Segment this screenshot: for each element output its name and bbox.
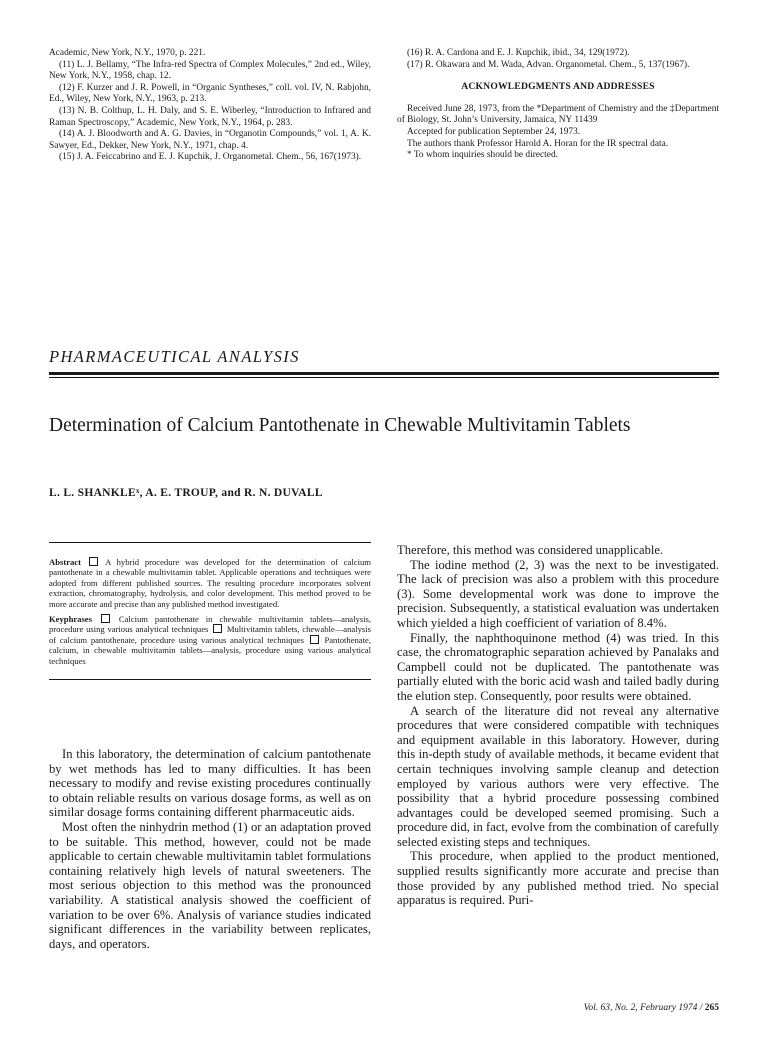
keyphrase-item: Calcium pantothenate in chewable multivitamin tablets—analysis, procedure using various analytical techniques xyxy=(49,614,372,635)
body-paragraph: A search of the literature did not reveal any alternative procedures that were considered compatible with techniques and equipment available in this laboratory. However, during this in-depth study of available methods, it became evident that certain techniques involving sample cleanup and detection employed by various authors were very effective. The possibility that a hybrid procedure possessing combined advantages could be developed seemed promising. Such a procedure did, in fact, evolve from the combination of carefully selected existing steps and techniques. xyxy=(397,703,719,849)
body-paragraph: Finally, the naphthoquinone method (4) was tried. In this case, the chromatographic separation achieved by Panalaks and Campbell could not be duplicated. The pantothenate was partially eluted with the boric acid wash and tailed badly during the elution step. Consequently, poor results were obtained. xyxy=(397,630,719,703)
abstract-label: Abstract xyxy=(49,557,81,567)
box-icon xyxy=(101,614,110,623)
body-paragraph: In this laboratory, the determination of calcium pantothenate by wet methods has led to many difficulties. It has been necessary to modify and revise existing procedures continually to obtain reliable results on various dosage forms, as well as on similar dosage forms containing different pharmaceutic aids. xyxy=(49,747,371,820)
received-note: Received June 28, 1973, from the *Department of Chemistry and the ‡Department of Biology, St. John’s University, Jamaica, NY 11439 xyxy=(397,103,719,126)
references-left xyxy=(49,48,371,164)
acknowledgments xyxy=(397,104,719,162)
body-paragraph: Therefore, this method was considered unapplicable. xyxy=(397,543,664,557)
author-list: L. L. SHANKLEˣ, A. E. TROUP, and R. N. DUVALL xyxy=(49,487,323,499)
body-paragraph: The iodine method (2, 3) was the next to be investigated. The lack of precision was also a problem with this procedure (3). Some developmental work was done to improve the precision. Subsequently, a statistical evaluation was undertaken which yielded a high coefficient of variation of 8.4%. xyxy=(397,557,719,630)
section-rule xyxy=(49,372,719,375)
box-icon xyxy=(89,557,98,566)
reference-item: (17) R. Okawara and M. Wada, Advan. Organometal. Chem., 5, 137(1967). xyxy=(407,59,690,70)
reference-item: (13) N. B. Colthup, L. H. Daly, and S. E. Wiberley, “Introduction to Infrared and Raman Spectroscopy,” Academic, New York, N.Y., 1964, p. 283. xyxy=(49,105,371,128)
keyphrase-item: Pantothenate, calcium, in chewable multivitamin tablets—analysis, procedure using various analytical techniques xyxy=(49,634,371,666)
reference-item: Academic, New York, N.Y., 1970, p. 221. xyxy=(49,48,206,58)
keyphrases xyxy=(49,614,371,666)
thanks-note: The authors thank Professor Harold A. Horan for the IR spectral data. xyxy=(407,138,669,149)
abstract xyxy=(49,557,371,609)
body-paragraph: Most often the ninhydrin method (1) or an adaptation proved to be suitable. This method, however, could not be made applicable to certain chewable multivitamin tablet formulations containing relatively high levels of natural sweeteners. The most serious objection to this method was the pronounced variability. A statistical analysis showed the coefficient of variation to be over 6%. Analysis of variance studies indicated significant differences in the variability between replicates, days, and operators. xyxy=(49,819,371,951)
abstract-box xyxy=(49,542,371,680)
section-title: PHARMACEUTICAL ANALYSIS xyxy=(49,347,300,366)
box-icon xyxy=(213,624,222,633)
box-icon xyxy=(310,635,319,644)
correspondence-note: * To whom inquiries should be directed. xyxy=(407,150,558,161)
references-right xyxy=(397,48,719,162)
reference-item: (16) R. A. Cardona and E. J. Kupchik, ibid., 34, 129(1972). xyxy=(407,48,630,58)
reference-item: (15) J. A. Feiccabrino and E. J. Kupchik, J. Organometal. Chem., 56, 167(1973). xyxy=(59,152,362,163)
body-right-column xyxy=(397,543,719,908)
keyphrases-label: Keyphrases xyxy=(49,614,92,625)
reference-item: (14) A. J. Bloodworth and A. G. Davies, in “Organotin Compounds,” vol. 1, A. K. Sawyer, Ed., Dekker, New York, N.Y., 1971, chap. 4. xyxy=(49,129,371,151)
body-paragraph: This procedure, when applied to the product mentioned, supplied results significantly more accurate and precise than those provided by any published method tried. No special apparatus is required. Puri- xyxy=(397,849,719,908)
journal-citation: Vol. 63, No. 2, February 1974 / xyxy=(583,1003,705,1013)
keyphrase-item: Multivitamin tablets, chewable—analysis of calcium pantothenate, procedure using various analytical techniques xyxy=(49,624,371,645)
article-title: Determination of Calcium Pantothenate in Chewable Multivitamin Tablets xyxy=(49,415,631,436)
body-left-column xyxy=(49,747,371,951)
section-rule-thin xyxy=(49,377,719,378)
abstract-text: A hybrid procedure was developed for the determination of calcium pantothenate in a chewable multivitamin tablet. Applicable operations and techniques were adopted from different published sources. The resulting procedure incorporates solvent extraction, chromatography, hydrolysis, and color development. This method proved to be more accurate and precise than any published method investigated. xyxy=(49,557,371,609)
reference-item: (11) L. J. Bellamy, “The Infra-red Spectra of Complex Molecules,” 2nd ed., Wiley, New York, N.Y., 1958, chap. 12. xyxy=(49,59,371,82)
page-number: 265 xyxy=(704,1003,719,1013)
page-footer xyxy=(584,1003,719,1013)
accepted-note: Accepted for publication September 24, 1973. xyxy=(407,126,581,137)
acknowledgments-heading: ACKNOWLEDGMENTS AND ADDRESSES xyxy=(461,81,655,93)
reference-item: (12) F. Kurzer and J. R. Powell, in “Organic Syntheses,” coll. vol. IV, N. Rabjohn, Ed., Wiley, New York, N.Y., 1963, p. 213. xyxy=(49,82,371,105)
